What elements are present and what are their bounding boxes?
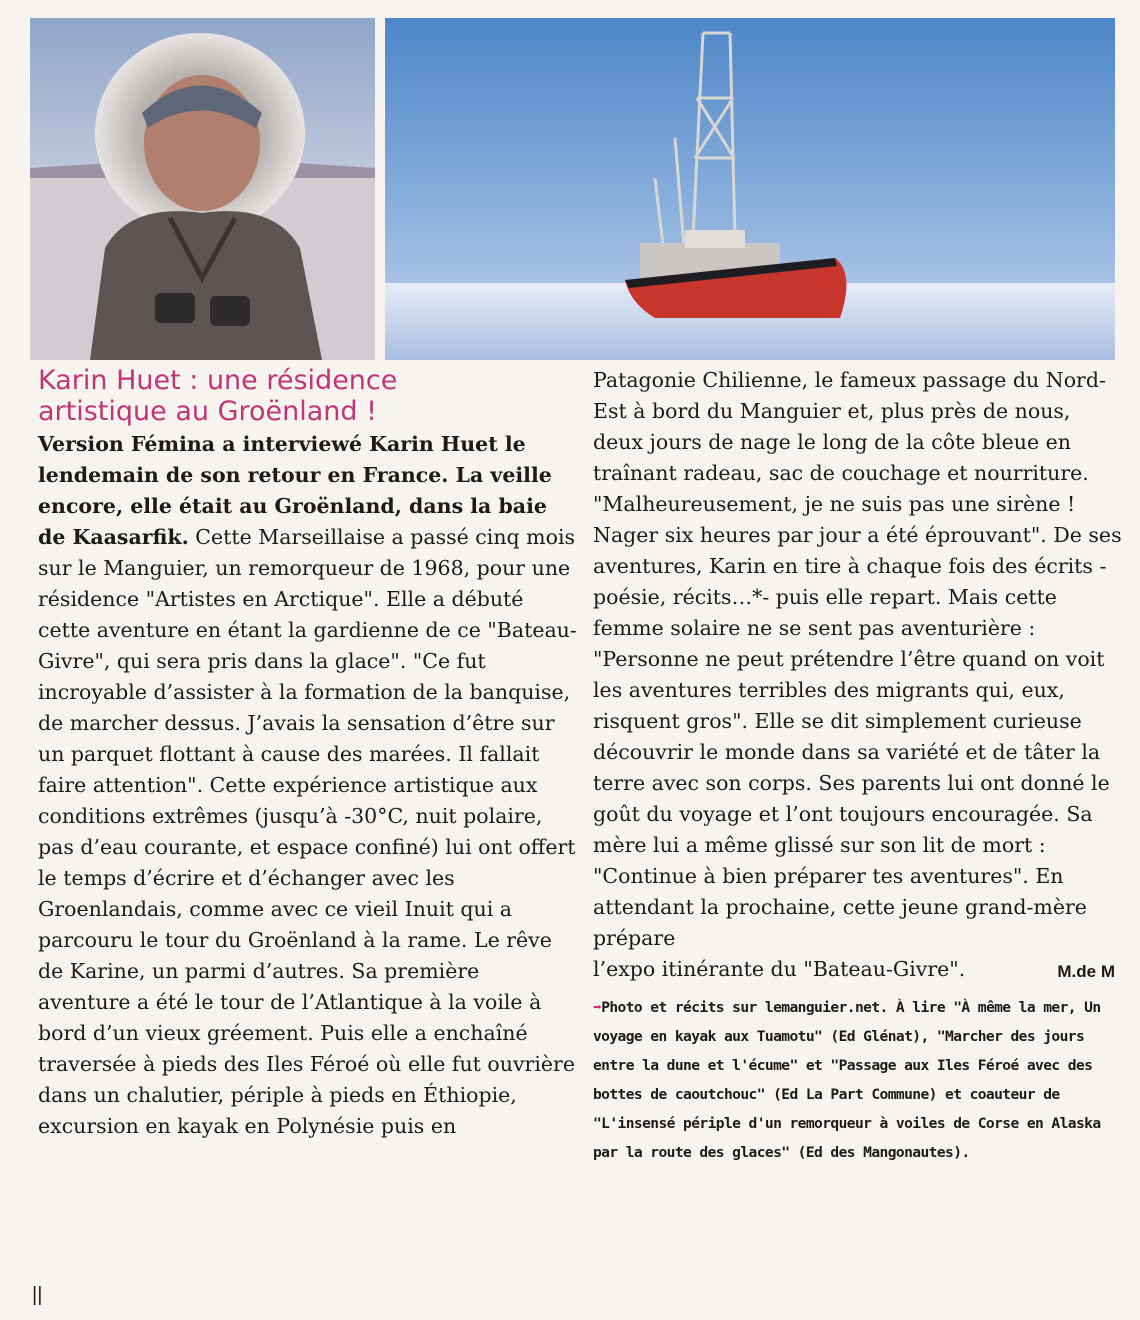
portrait-photo [30,18,375,360]
article-last-line-row [593,954,1123,985]
article-body-left [38,429,578,1142]
article-column-right [593,365,1123,1167]
article-last-line: l’expo itinérante du "Bateau-Givre". [593,957,966,981]
ship-in-ice-photo [385,18,1115,360]
article-text-left: Cette Marseillaise a passé cinq mois sur le Manguier, un remorqueur de 1968, pour une résidence "Artistes en Arctique". Elle a débuté cette aventure en étant la gardienne de ce "Bateau-Givre", qui sera pris dans la glace". "Ce fut incroyable d’assister à la formation de la banquise, de marcher dessus. J’avais la sensation d’être sur un parquet flottant à cause des marées. Il fallait faire attention". Cette expérience artistique aux conditions extrêmes (jusqu’à -30°C, nuit polaire, pas d’eau courante, et espace confiné) lui ont offert le temps d’écrire et d’échanger avec les Groenlandais, comme avec ce vieil Inuit qui a parcouru le tour du Groënland à la rame. Le rêve de Karine, un parmi d’autres. Sa première aventure a été le tour de l’Atlantique à la voile à bord d’un vieux gréement. Puis elle a enchaîné traversée à pieds des Iles Féroé où elle fut ouvrière dans un chalutier, périple à pieds en Éthiopie, excursion en kayak en Polynésie puis en [38,525,577,1138]
headline-line-1: Karin Huet : une résidence [38,365,398,396]
article-intro: Version Fémina a interviewé Karin Huet le lendemain de son retour en France. La veille encore, elle était au Groënland, dans la baie de Kaasarfik. [38,432,552,549]
article-column-left [38,365,578,1142]
footnote [593,993,1123,1167]
headline-line-2: artistique au Groënland ! [38,396,377,427]
page-folio: || [32,1284,43,1306]
author-signature: M.de M [1057,962,1115,981]
footnote-text: Photo et récits sur lemanguier.net. À lire "À même la mer, Un voyage en kayak aux Tuamotu" (Ed Glénat), "Marcher des jours entre la dune et l'écume" et "Passage aux Iles Féroé avec des bottes de caoutchouc" (Ed La Part Commune) et coauteur de "L'insensé périple d'un remorqueur à voiles de Corse en Alaska par la route des glaces" (Ed des Mangonautes). [593,999,1101,1161]
article-text-right: Patagonie Chilienne, le fameux passage du Nord-Est à bord du Manguier et, plus près de nous, deux jours de nage le long de la côte bleue en traînant radeau, sac de couchage et nourriture. "Malheureusement, je ne suis pas une sirène ! Nager six heures par jour a été éprouvant". De ses aventures, Karin en tire à chaque fois des écrits - poésie, récits…*- puis elle repart. Mais cette femme solaire ne se sent pas aventurière : "Personne ne peut prétendre l’être quand on voit les aventures terribles des migrants qui, eux, risquent gros". Elle se dit simplement curieuse découvrir le monde dans sa variété et de tâter la terre avec son corps. Ses parents lui ont donné le goût du voyage et l’ont toujours encouragée. Sa mère lui a même glissé sur son lit de mort : "Continue à bien préparer tes aventures". En attendant la prochaine, cette jeune grand-mère prépare [593,368,1122,950]
article-headline [38,365,578,427]
arrow-icon: ➡ [593,999,602,1016]
